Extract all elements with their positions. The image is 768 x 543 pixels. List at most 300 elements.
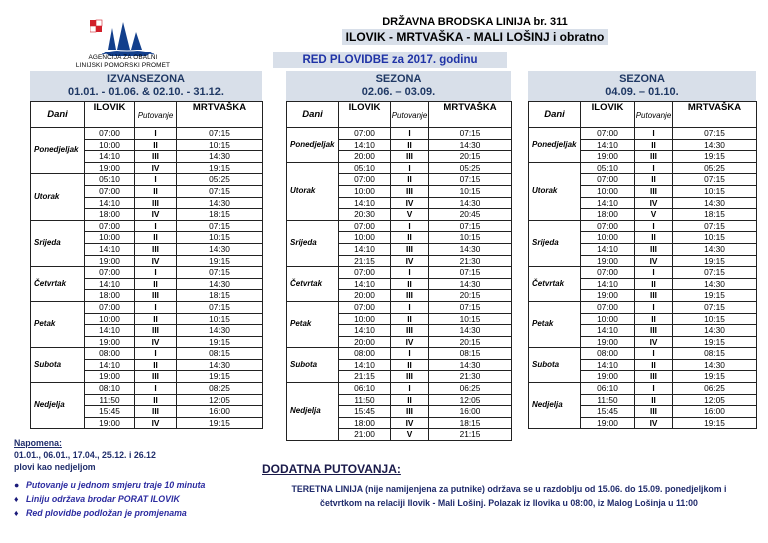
arrival-mrtvaska: 08:15 xyxy=(429,348,512,360)
trip-number: III xyxy=(391,406,429,418)
trip-number: III xyxy=(391,243,429,255)
column-day-header: Dani xyxy=(529,102,581,128)
trip-number: I xyxy=(635,162,673,174)
trip-number: IV xyxy=(135,336,177,348)
trip-number: II xyxy=(391,394,429,406)
table-row xyxy=(31,301,263,313)
circle-bullet-icon: ● xyxy=(14,480,20,490)
bullet-item: ♦ Liniju održava brodar PORAT ILOVIK xyxy=(14,494,180,504)
day-label: Četvrtak xyxy=(287,267,339,302)
trip-number: I xyxy=(135,383,177,395)
trip-number: III xyxy=(135,151,177,163)
departure-ilovik: 08:00 xyxy=(339,348,391,360)
departure-ilovik: 14:10 xyxy=(581,325,635,337)
arrival-mrtvaska: 19:15 xyxy=(673,290,757,302)
trip-number: I xyxy=(635,383,673,395)
departure-ilovik: 14:10 xyxy=(85,278,135,290)
trip-number: II xyxy=(135,359,177,371)
arrival-mrtvaska: 07:15 xyxy=(673,267,757,279)
info-bullets xyxy=(14,478,205,520)
logo-ship-icon xyxy=(90,18,160,58)
departure-ilovik: 07:00 xyxy=(339,174,391,186)
departure-ilovik: 07:00 xyxy=(581,301,635,313)
departure-ilovik: 07:00 xyxy=(581,220,635,232)
departure-ilovik: 10:00 xyxy=(581,185,635,197)
arrival-mrtvaska: 05:25 xyxy=(177,174,263,186)
trip-number: I xyxy=(391,348,429,360)
trip-number: III xyxy=(391,185,429,197)
arrival-mrtvaska: 20:15 xyxy=(429,151,512,163)
arrival-mrtvaska: 19:15 xyxy=(177,371,263,383)
departure-ilovik: 14:10 xyxy=(339,139,391,151)
trip-number: I xyxy=(635,267,673,279)
arrival-mrtvaska: 19:15 xyxy=(673,255,757,267)
departure-ilovik: 14:10 xyxy=(581,197,635,209)
arrival-mrtvaska: 19:15 xyxy=(177,417,263,429)
schedule-table-sezona-summer xyxy=(286,101,512,441)
table-row xyxy=(31,220,263,232)
departure-ilovik: 20:00 xyxy=(339,336,391,348)
arrival-mrtvaska: 14:30 xyxy=(177,151,263,163)
logo-caption: AGENCIJA ZA OBALNI LINIJSKI POMORSKI PROMET xyxy=(75,54,171,69)
departure-ilovik: 14:10 xyxy=(85,243,135,255)
departure-ilovik: 18:00 xyxy=(339,417,391,429)
arrival-mrtvaska: 12:05 xyxy=(429,394,512,406)
arrival-mrtvaska: 21:30 xyxy=(429,371,512,383)
departure-ilovik: 20:00 xyxy=(339,151,391,163)
column-to-header: MRTVAŠKA xyxy=(177,102,263,128)
table-row xyxy=(287,128,512,140)
arrival-mrtvaska: 10:15 xyxy=(673,232,757,244)
table-row xyxy=(287,162,512,174)
departure-ilovik: 19:00 xyxy=(581,371,635,383)
route-title: ILOVIK - MRTVAŠKA - MALI LOŠINJ i obratno xyxy=(250,30,700,44)
departure-ilovik: 19:00 xyxy=(581,151,635,163)
departure-ilovik: 11:50 xyxy=(85,394,135,406)
day-label: Subota xyxy=(31,348,85,383)
trip-number: III xyxy=(391,325,429,337)
arrival-mrtvaska: 21:30 xyxy=(429,255,512,267)
departure-ilovik: 14:10 xyxy=(339,359,391,371)
trip-number: I xyxy=(391,301,429,313)
table-row xyxy=(529,301,757,313)
table-row xyxy=(31,267,263,279)
trip-number: III xyxy=(635,290,673,302)
arrival-mrtvaska: 20:15 xyxy=(429,336,512,348)
arrival-mrtvaska: 14:30 xyxy=(429,325,512,337)
departure-ilovik: 07:00 xyxy=(85,267,135,279)
trip-number: III xyxy=(135,325,177,337)
trip-number: V xyxy=(391,209,429,221)
table-header-row xyxy=(31,102,263,128)
departure-ilovik: 10:00 xyxy=(85,139,135,151)
table-row xyxy=(529,383,757,395)
trip-number: II xyxy=(391,278,429,290)
arrival-mrtvaska: 14:30 xyxy=(177,243,263,255)
departure-ilovik: 20:00 xyxy=(339,290,391,302)
column-trip-header: Putovanje xyxy=(135,102,177,128)
arrival-mrtvaska: 20:45 xyxy=(429,209,512,221)
arrival-mrtvaska: 18:15 xyxy=(673,209,757,221)
table-row xyxy=(31,383,263,395)
trip-number: II xyxy=(135,139,177,151)
trip-number: IV xyxy=(135,209,177,221)
departure-ilovik: 21:15 xyxy=(339,255,391,267)
trip-number: II xyxy=(135,313,177,325)
trip-number: II xyxy=(635,394,673,406)
arrival-mrtvaska: 14:30 xyxy=(429,139,512,151)
arrival-mrtvaska: 19:15 xyxy=(673,417,757,429)
arrival-mrtvaska: 14:30 xyxy=(673,325,757,337)
departure-ilovik: 06:10 xyxy=(581,383,635,395)
diamond-bullet-icon: ♦ xyxy=(14,494,19,504)
arrival-mrtvaska: 07:15 xyxy=(429,128,512,140)
trip-number: II xyxy=(135,394,177,406)
trip-number: II xyxy=(135,232,177,244)
trip-number: V xyxy=(391,429,429,441)
day-label: Srijeda xyxy=(31,220,85,266)
departure-ilovik: 07:00 xyxy=(339,128,391,140)
arrival-mrtvaska: 14:30 xyxy=(177,359,263,371)
departure-ilovik: 08:00 xyxy=(581,348,635,360)
trip-number: II xyxy=(635,313,673,325)
departure-ilovik: 14:10 xyxy=(339,243,391,255)
departure-ilovik: 18:00 xyxy=(581,209,635,221)
table-row xyxy=(287,383,512,395)
trip-number: II xyxy=(635,278,673,290)
line-number-title: DRŽAVNA BRODSKA LINIJA br. 311 xyxy=(382,16,568,28)
departure-ilovik: 19:00 xyxy=(581,336,635,348)
departure-ilovik: 07:00 xyxy=(581,267,635,279)
arrival-mrtvaska: 19:15 xyxy=(177,336,263,348)
logo-agency xyxy=(90,18,160,58)
arrival-mrtvaska: 10:15 xyxy=(177,139,263,151)
departure-ilovik: 14:10 xyxy=(339,325,391,337)
table-row xyxy=(529,348,757,360)
arrival-mrtvaska: 10:15 xyxy=(673,185,757,197)
table-header-row xyxy=(529,102,757,128)
trip-number: I xyxy=(135,220,177,232)
trip-number: III xyxy=(635,151,673,163)
day-label: Nedjelja xyxy=(31,383,85,429)
arrival-mrtvaska: 07:15 xyxy=(177,220,263,232)
trip-number: I xyxy=(135,267,177,279)
departure-ilovik: 10:00 xyxy=(339,313,391,325)
arrival-mrtvaska: 12:05 xyxy=(177,394,263,406)
departure-ilovik: 11:50 xyxy=(339,394,391,406)
departure-ilovik: 14:10 xyxy=(85,151,135,163)
arrival-mrtvaska: 14:30 xyxy=(673,243,757,255)
trip-number: III xyxy=(391,151,429,163)
arrival-mrtvaska: 19:15 xyxy=(177,162,263,174)
trip-number: I xyxy=(135,174,177,186)
arrival-mrtvaska: 14:30 xyxy=(429,359,512,371)
arrival-mrtvaska: 14:30 xyxy=(429,197,512,209)
day-label: Utorak xyxy=(529,162,581,220)
arrival-mrtvaska: 14:30 xyxy=(177,325,263,337)
trip-number: III xyxy=(135,197,177,209)
trip-number: III xyxy=(635,406,673,418)
trip-number: III xyxy=(635,371,673,383)
table-header-row xyxy=(287,102,512,128)
schedule-table-izvansezona xyxy=(30,101,263,429)
trip-number: I xyxy=(391,162,429,174)
arrival-mrtvaska: 07:15 xyxy=(429,174,512,186)
column-to-header: MRTVAŠKA xyxy=(429,102,512,128)
day-label: Petak xyxy=(529,301,581,347)
trip-number: IV xyxy=(635,336,673,348)
day-label: Srijeda xyxy=(529,220,581,266)
additional-trips-text: TERETNA LINIJA (nije namijenjena za putnike) održava se u razdoblju od 15.06. do 15.09. ponedjeljkom i četvrtkom na relaciji Ilovik - Mali Lošinj. Polazak iz Ilovika u 08:00, iz Malog Lošinja u 11:00 xyxy=(291,484,727,508)
trip-number: III xyxy=(135,406,177,418)
departure-ilovik: 05:10 xyxy=(85,174,135,186)
arrival-mrtvaska: 07:15 xyxy=(177,185,263,197)
arrival-mrtvaska: 14:30 xyxy=(673,197,757,209)
departure-ilovik: 07:00 xyxy=(339,301,391,313)
departure-ilovik: 14:10 xyxy=(581,139,635,151)
departure-ilovik: 08:10 xyxy=(85,383,135,395)
arrival-mrtvaska: 14:30 xyxy=(429,243,512,255)
departure-ilovik: 10:00 xyxy=(339,232,391,244)
trip-number: II xyxy=(635,359,673,371)
departure-ilovik: 19:00 xyxy=(581,255,635,267)
arrival-mrtvaska: 21:15 xyxy=(429,429,512,441)
table-row xyxy=(529,128,757,140)
arrival-mrtvaska: 07:15 xyxy=(177,267,263,279)
trip-number: V xyxy=(635,209,673,221)
trip-number: III xyxy=(135,243,177,255)
day-label: Četvrtak xyxy=(529,267,581,302)
arrival-mrtvaska: 10:15 xyxy=(673,313,757,325)
table-row xyxy=(287,267,512,279)
trip-number: II xyxy=(391,139,429,151)
trip-number: II xyxy=(135,185,177,197)
departure-ilovik: 10:00 xyxy=(85,232,135,244)
trip-number: I xyxy=(635,348,673,360)
trip-number: I xyxy=(391,383,429,395)
table-row xyxy=(287,301,512,313)
day-label: Srijeda xyxy=(287,220,339,266)
arrival-mrtvaska: 07:15 xyxy=(429,267,512,279)
arrival-mrtvaska: 16:00 xyxy=(177,406,263,418)
column-day-header: Dani xyxy=(287,102,339,128)
departure-ilovik: 19:00 xyxy=(85,417,135,429)
departure-ilovik: 15:45 xyxy=(339,406,391,418)
departure-ilovik: 14:10 xyxy=(85,325,135,337)
day-label: Ponedjeljak xyxy=(529,128,581,163)
arrival-mrtvaska: 12:05 xyxy=(673,394,757,406)
trip-number: III xyxy=(635,243,673,255)
arrival-mrtvaska: 10:15 xyxy=(177,313,263,325)
arrival-mrtvaska: 05:25 xyxy=(673,162,757,174)
bullet-item: ● Putovanje u jednom smjeru traje 10 minuta xyxy=(14,480,206,490)
trip-number: IV xyxy=(635,255,673,267)
trip-number: I xyxy=(635,128,673,140)
trip-number: I xyxy=(391,267,429,279)
trip-number: II xyxy=(135,278,177,290)
table-row xyxy=(31,128,263,140)
arrival-mrtvaska: 19:15 xyxy=(673,371,757,383)
table-row xyxy=(529,162,757,174)
day-label: Nedjelja xyxy=(529,383,581,429)
arrival-mrtvaska: 16:00 xyxy=(673,406,757,418)
arrival-mrtvaska: 20:15 xyxy=(429,290,512,302)
departure-ilovik: 05:10 xyxy=(581,162,635,174)
arrival-mrtvaska: 06:25 xyxy=(673,383,757,395)
trip-number: II xyxy=(391,359,429,371)
schedule-table-sezona-autumn xyxy=(528,101,757,429)
day-label: Ponedjeljak xyxy=(31,128,85,174)
day-label: Utorak xyxy=(287,162,339,220)
departure-ilovik: 07:00 xyxy=(85,301,135,313)
departure-ilovik: 11:50 xyxy=(581,394,635,406)
trip-number: III xyxy=(635,185,673,197)
departure-ilovik: 19:00 xyxy=(85,255,135,267)
departure-ilovik: 19:00 xyxy=(581,290,635,302)
trip-number: II xyxy=(635,139,673,151)
trip-number: III xyxy=(635,325,673,337)
arrival-mrtvaska: 07:15 xyxy=(673,301,757,313)
arrival-mrtvaska: 07:15 xyxy=(429,220,512,232)
table-row xyxy=(529,267,757,279)
column-trip-header: Putovanje xyxy=(391,102,429,128)
arrival-mrtvaska: 10:15 xyxy=(429,185,512,197)
trip-number: II xyxy=(391,232,429,244)
bullet-item: ♦ Red plovidbe podložan je promjenama xyxy=(14,508,187,518)
trip-number: II xyxy=(391,174,429,186)
season-header-2: SEZONA 02.06. – 03.09. xyxy=(286,71,511,101)
arrival-mrtvaska: 19:15 xyxy=(673,151,757,163)
column-from-header: ILOVIK xyxy=(581,102,635,128)
day-label: Četvrtak xyxy=(31,267,85,302)
trip-number: II xyxy=(635,232,673,244)
arrival-mrtvaska: 07:15 xyxy=(429,301,512,313)
trip-number: IV xyxy=(391,197,429,209)
departure-ilovik: 15:45 xyxy=(85,406,135,418)
arrival-mrtvaska: 07:15 xyxy=(177,301,263,313)
trip-number: III xyxy=(391,371,429,383)
departure-ilovik: 07:00 xyxy=(85,128,135,140)
arrival-mrtvaska: 14:30 xyxy=(177,197,263,209)
column-trip-header: Putovanje xyxy=(635,102,673,128)
diamond-bullet-icon: ♦ xyxy=(14,508,19,518)
trip-number: II xyxy=(635,174,673,186)
arrival-mrtvaska: 05:25 xyxy=(429,162,512,174)
trip-number: I xyxy=(135,348,177,360)
departure-ilovik: 19:00 xyxy=(581,417,635,429)
arrival-mrtvaska: 08:15 xyxy=(673,348,757,360)
column-day-header: Dani xyxy=(31,102,85,128)
arrival-mrtvaska: 10:15 xyxy=(429,232,512,244)
departure-ilovik: 07:00 xyxy=(85,220,135,232)
arrival-mrtvaska: 07:15 xyxy=(673,174,757,186)
trip-number: IV xyxy=(391,417,429,429)
arrival-mrtvaska: 14:30 xyxy=(673,359,757,371)
trip-number: IV xyxy=(635,197,673,209)
table-row xyxy=(287,348,512,360)
departure-ilovik: 05:10 xyxy=(339,162,391,174)
schedule-year-title: RED PLOVIDBE za 2017. godinu xyxy=(273,52,507,68)
arrival-mrtvaska: 10:15 xyxy=(177,232,263,244)
table-row xyxy=(31,348,263,360)
arrival-mrtvaska: 14:30 xyxy=(429,278,512,290)
departure-ilovik: 10:00 xyxy=(581,232,635,244)
trip-number: IV xyxy=(635,417,673,429)
day-label: Subota xyxy=(287,348,339,383)
trip-number: I xyxy=(635,301,673,313)
trip-number: I xyxy=(391,220,429,232)
trip-number: IV xyxy=(391,336,429,348)
arrival-mrtvaska: 08:25 xyxy=(177,383,263,395)
departure-ilovik: 07:00 xyxy=(581,174,635,186)
departure-ilovik: 19:00 xyxy=(85,336,135,348)
day-label: Subota xyxy=(529,348,581,383)
trip-number: I xyxy=(135,301,177,313)
day-label: Utorak xyxy=(31,174,85,220)
season-header-3: SEZONA 04.09. – 01.10. xyxy=(528,71,756,101)
table-row xyxy=(31,174,263,186)
arrival-mrtvaska: 14:30 xyxy=(673,278,757,290)
day-label: Petak xyxy=(31,301,85,347)
departure-ilovik: 06:10 xyxy=(339,383,391,395)
trip-number: II xyxy=(391,313,429,325)
departure-ilovik: 07:00 xyxy=(339,220,391,232)
arrival-mrtvaska: 06:25 xyxy=(429,383,512,395)
trip-number: IV xyxy=(391,255,429,267)
column-from-header: ILOVIK xyxy=(339,102,391,128)
arrival-mrtvaska: 10:15 xyxy=(429,313,512,325)
departure-ilovik: 08:00 xyxy=(85,348,135,360)
departure-ilovik: 19:00 xyxy=(85,371,135,383)
trip-number: IV xyxy=(135,255,177,267)
departure-ilovik: 21:00 xyxy=(339,429,391,441)
column-from-header: ILOVIK xyxy=(85,102,135,128)
departure-ilovik: 07:00 xyxy=(581,128,635,140)
arrival-mrtvaska: 18:15 xyxy=(177,209,263,221)
departure-ilovik: 19:00 xyxy=(85,162,135,174)
day-label: Petak xyxy=(287,301,339,347)
day-label: Nedjelja xyxy=(287,383,339,441)
day-label: Ponedjeljak xyxy=(287,128,339,163)
departure-ilovik: 18:00 xyxy=(85,290,135,302)
departure-ilovik: 14:10 xyxy=(339,197,391,209)
departure-ilovik: 07:00 xyxy=(339,267,391,279)
arrival-mrtvaska: 07:15 xyxy=(673,220,757,232)
departure-ilovik: 10:00 xyxy=(339,185,391,197)
arrival-mrtvaska: 19:15 xyxy=(673,336,757,348)
departure-ilovik: 14:10 xyxy=(581,359,635,371)
arrival-mrtvaska: 18:15 xyxy=(429,417,512,429)
departure-ilovik: 18:00 xyxy=(85,209,135,221)
arrival-mrtvaska: 14:30 xyxy=(673,139,757,151)
departure-ilovik: 14:10 xyxy=(85,197,135,209)
table-row xyxy=(287,220,512,232)
trip-number: III xyxy=(135,290,177,302)
arrival-mrtvaska: 08:15 xyxy=(177,348,263,360)
season-header-1: IZVANSEZONA 01.01. - 01.06. & 02.10. - 31.12. xyxy=(30,71,262,101)
arrival-mrtvaska: 14:30 xyxy=(177,278,263,290)
arrival-mrtvaska: 07:15 xyxy=(177,128,263,140)
trip-number: III xyxy=(391,290,429,302)
departure-ilovik: 07:00 xyxy=(85,185,135,197)
departure-ilovik: 14:10 xyxy=(581,278,635,290)
arrival-mrtvaska: 07:15 xyxy=(673,128,757,140)
trip-number: I xyxy=(391,128,429,140)
table-row xyxy=(529,220,757,232)
departure-ilovik: 10:00 xyxy=(85,313,135,325)
trip-number: IV xyxy=(135,162,177,174)
departure-ilovik: 14:10 xyxy=(581,243,635,255)
